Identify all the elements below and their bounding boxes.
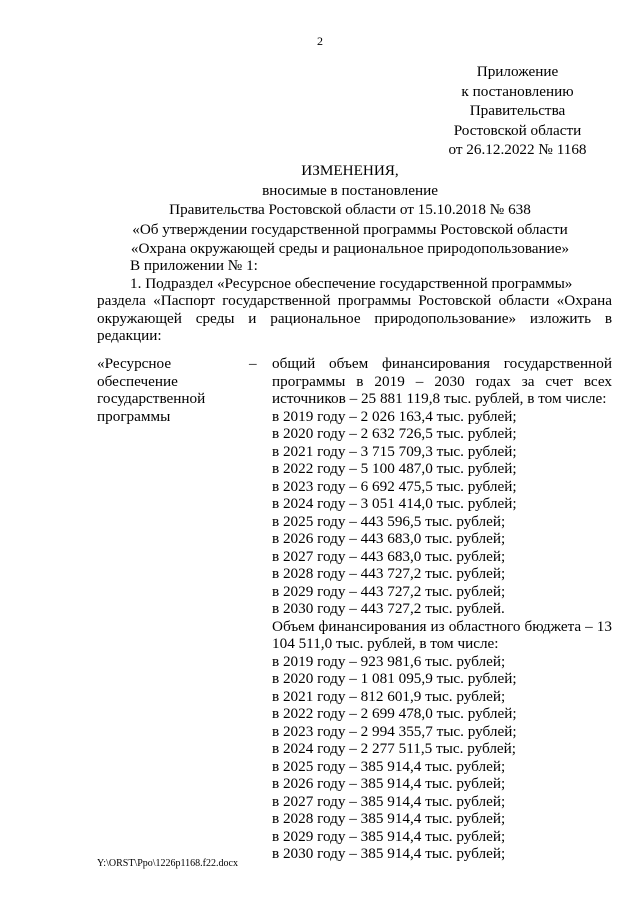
total-funding-text: общий объем финансирования государственной программы в 2019 – 2030 годах за счет всех источников – 25 881 119,8 тыс. рублей, в том числе: bbox=[272, 355, 612, 407]
resource-label-column bbox=[97, 355, 227, 425]
regional-funding-text: Объем финансирования из областного бюджета – 13 104 511,0 тыс. рублей, в том числе: bbox=[272, 617, 612, 652]
item-1-rest: раздела «Паспорт государственной программы Ростовской области «Охрана окружающей среды и рациональное природопользование» изложить в редакции: bbox=[97, 292, 612, 344]
appendix-line: Правительства bbox=[469, 102, 566, 120]
total-year-line: в 2020 году – 2 632 726,5 тыс. рублей; bbox=[272, 425, 517, 442]
total-year-line: в 2021 году – 3 715 709,3 тыс. рублей; bbox=[272, 442, 517, 460]
regional-year-line: в 2025 году – 385 914,4 тыс. рублей; bbox=[272, 757, 506, 775]
total-year-line: в 2024 году – 3 051 414,0 тыс. рублей; bbox=[272, 495, 517, 512]
appendix-line: к постановлению bbox=[461, 82, 574, 100]
regional-year-line: в 2020 году – 1 081 095,9 тыс. рублей; bbox=[272, 670, 517, 687]
column-dash: – bbox=[249, 355, 257, 372]
total-year-line: в 2029 году – 443 727,2 тыс. рублей; bbox=[272, 582, 506, 600]
resource-values-column bbox=[272, 355, 612, 863]
resource-label-line: обеспечение bbox=[97, 372, 178, 390]
regional-year-line: в 2029 году – 385 914,4 тыс. рублей; bbox=[272, 827, 506, 845]
total-year-line: в 2027 году – 443 683,0 тыс. рублей; bbox=[272, 547, 506, 565]
appendix-line: Приложение bbox=[476, 63, 559, 80]
item-1-first-line: 1. Подраздел «Ресурсное обеспечение государственной программы» bbox=[130, 274, 573, 292]
regional-year-line: в 2023 году – 2 994 355,7 тыс. рублей; bbox=[272, 722, 517, 740]
total-year-line: в 2028 году – 443 727,2 тыс. рублей; bbox=[272, 565, 506, 582]
page-number: 2 bbox=[317, 34, 323, 48]
regional-year-line: в 2028 году – 385 914,4 тыс. рублей; bbox=[272, 810, 506, 827]
body-text bbox=[97, 257, 612, 345]
regional-year-line: в 2019 году – 923 981,6 тыс. рублей; bbox=[272, 652, 506, 670]
appendix-line: от 26.12.2022 № 1168 bbox=[448, 141, 587, 159]
title-line: «Об утверждении государственной программы Ростовской области bbox=[132, 220, 568, 238]
title-line: «Охрана окружающей среды и рациональное природопользование» bbox=[130, 240, 570, 258]
intro-paragraph: В приложении № 1: bbox=[130, 257, 258, 274]
resource-label-line: государственной bbox=[97, 390, 206, 407]
regional-year-line: в 2027 году – 385 914,4 тыс. рублей; bbox=[272, 792, 506, 810]
resource-label-line: программы bbox=[97, 407, 171, 425]
total-year-line: в 2030 году – 443 727,2 тыс. рублей. bbox=[272, 600, 505, 617]
total-year-line: в 2026 году – 443 683,0 тыс. рублей; bbox=[272, 530, 506, 547]
total-year-line: в 2019 году – 2 026 163,4 тыс. рублей; bbox=[272, 407, 517, 425]
total-year-line: в 2022 году – 5 100 487,0 тыс. рублей; bbox=[272, 460, 517, 477]
regional-year-line: в 2030 году – 385 914,4 тыс. рублей; bbox=[272, 845, 506, 862]
total-year-line: в 2025 году – 443 596,5 тыс. рублей; bbox=[272, 512, 506, 530]
document-title bbox=[80, 161, 620, 259]
regional-year-line: в 2024 году – 2 277 511,5 тыс. рублей; bbox=[272, 740, 517, 757]
title-line: Правительства Ростовской области от 15.10.2018 № 638 bbox=[169, 201, 531, 219]
resource-label-line: «Ресурсное bbox=[97, 355, 172, 372]
regional-year-line: в 2021 году – 812 601,9 тыс. рублей; bbox=[272, 687, 506, 705]
total-year-line: в 2023 году – 6 692 475,5 тыс. рублей; bbox=[272, 477, 517, 495]
appendix-header bbox=[440, 62, 595, 160]
appendix-line: Ростовской области bbox=[453, 121, 582, 139]
regional-year-line: в 2026 году – 385 914,4 тыс. рублей; bbox=[272, 775, 506, 792]
regional-year-line: в 2022 году – 2 699 478,0 тыс. рублей; bbox=[272, 705, 517, 722]
footer-file-path: Y:\ORST\Ppo\1226p1168.f22.docx bbox=[97, 858, 238, 869]
title-line: ИЗМЕНЕНИЯ, bbox=[301, 162, 399, 179]
title-line: вносимые в постановление bbox=[262, 181, 438, 199]
